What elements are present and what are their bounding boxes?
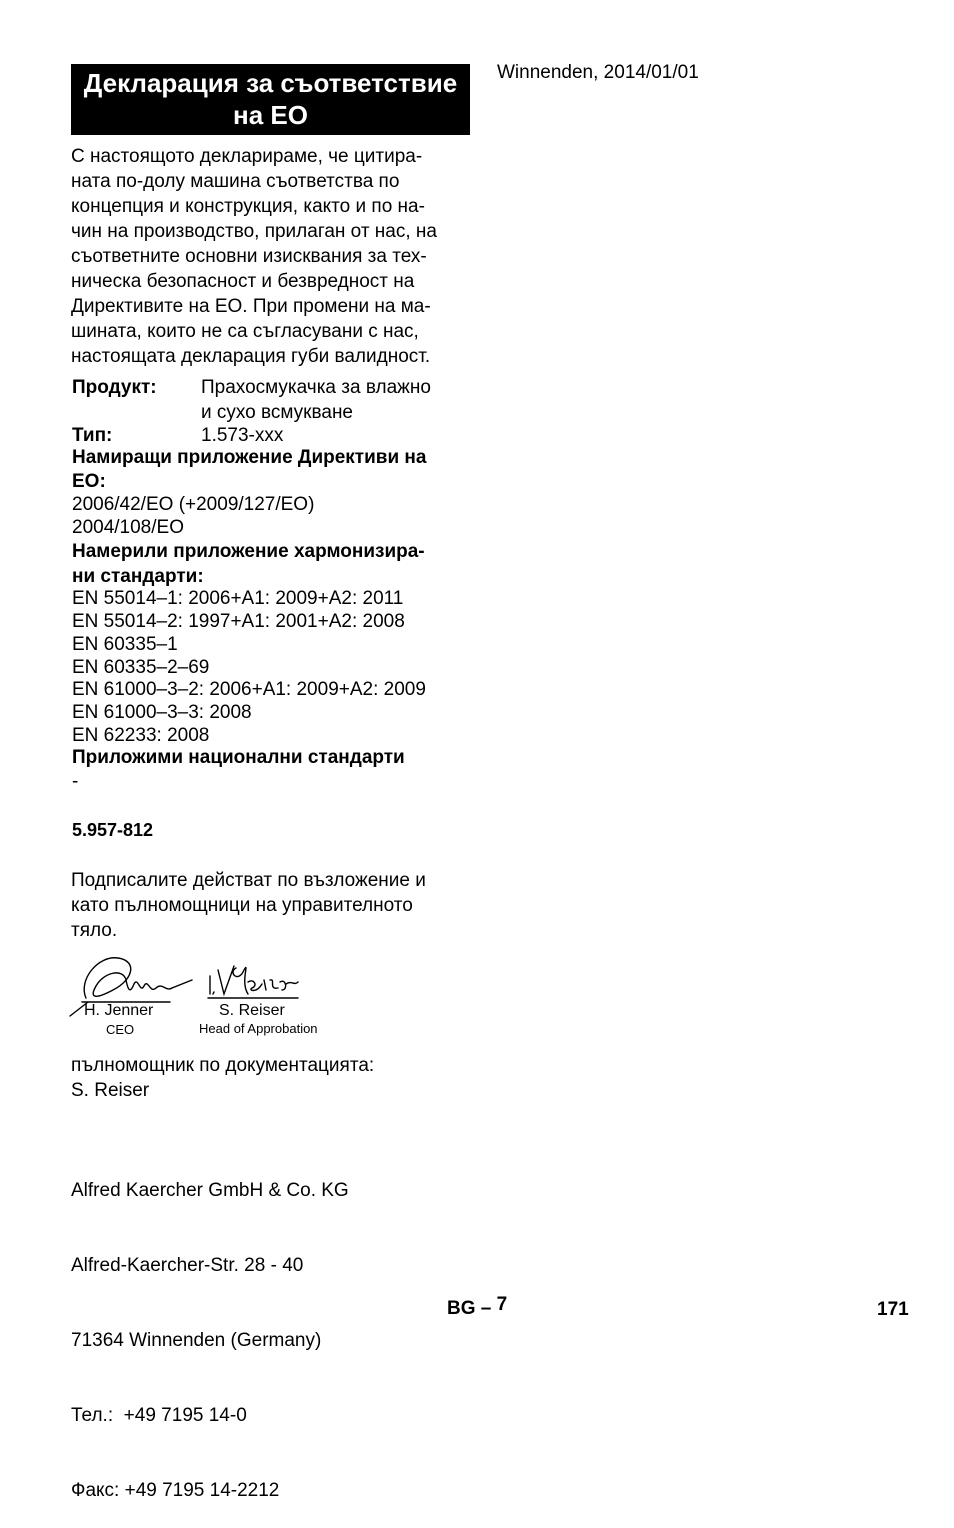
- standards-heading-line2: ни стандарти:: [72, 566, 204, 587]
- intro-line: шината, които не са съгласувани с нас,: [71, 321, 419, 342]
- standard-item: EN 55014–2: 1997+A1: 2001+A2: 2008: [72, 611, 405, 632]
- standards-heading-line1: Намерили приложение хармонизира-: [72, 541, 425, 562]
- footer-lang: BG: [447, 1298, 476, 1319]
- intro-line: чин на производство, прилаган от нас, на: [71, 221, 437, 242]
- address-line: Alfred-Kaercher-Str. 28 - 40: [71, 1255, 304, 1276]
- authorized-label: пълномощник по документацията:: [71, 1055, 375, 1076]
- address-line: Alfred Kaercher GmbH & Co. KG: [71, 1180, 349, 1201]
- signatories-line: Подписалите действат по възложение и: [71, 870, 426, 891]
- signatory-name-reiser: S. Reiser: [219, 1002, 285, 1019]
- directives-heading-line1: Намиращи приложение Директиви на: [72, 447, 427, 468]
- product-value-line2: и сухо всмукване: [201, 402, 353, 423]
- authorized-name: S. Reiser: [71, 1080, 150, 1101]
- standard-item: EN 61000–3–2: 2006+A1: 2009+A2: 2009: [72, 679, 426, 700]
- intro-line: ната по-долу машина съответства по: [71, 171, 400, 192]
- intro-line: ническа безопасност и безвредност на: [71, 271, 415, 292]
- directive-item: 2006/42/EO (+2009/127/EO): [72, 494, 315, 515]
- directive-item: 2004/108/EO: [72, 517, 184, 538]
- page-title-line1: Декларация за съответствие: [83, 68, 458, 98]
- address-line: Факс: +49 7195 14-2212: [71, 1480, 280, 1501]
- intro-line: Директивите на ЕО. При промени на ма-: [71, 296, 431, 317]
- standard-item: EN 60335–1: [72, 634, 178, 655]
- national-standards-value: -: [72, 771, 79, 792]
- address-line: Тел.: +49 7195 14-0: [71, 1405, 247, 1426]
- intro-line: концепция и конструкция, както и по на-: [71, 196, 425, 217]
- intro-line: С настоящото декларираме, че цитира-: [71, 146, 423, 167]
- address-line: 71364 Winnenden (Germany): [71, 1330, 322, 1351]
- intro-line: настоящата декларация губи валидност.: [71, 346, 431, 367]
- signatory-role-reiser: Head of Approbation: [199, 1021, 318, 1036]
- jenner-signature: [84, 958, 192, 998]
- reiser-signature: [210, 966, 298, 994]
- page-title: [71, 64, 470, 135]
- page-number: 171: [877, 1299, 909, 1320]
- address-block: [71, 1128, 349, 1528]
- standard-item: EN 61000–3–3: 2008: [72, 702, 252, 723]
- type-label: Тип:: [72, 425, 113, 446]
- standard-item: EN 62233: 2008: [72, 725, 210, 746]
- intro-line: съответните основни изисквания за тех-: [71, 246, 427, 267]
- signatories-line: като пълномощници на управителното: [71, 895, 413, 916]
- standard-item: EN 60335–2–69: [72, 657, 210, 678]
- intro-paragraph: [71, 144, 437, 369]
- type-value: 1.573-xxx: [201, 425, 284, 446]
- signatory-role-jenner: CEO: [106, 1022, 135, 1037]
- product-label: Продукт:: [72, 377, 157, 398]
- signatory-name-jenner: H. Jenner: [84, 1002, 154, 1019]
- document-number: 5.957-812: [72, 820, 154, 840]
- signatories-line: тяло.: [71, 920, 118, 941]
- national-standards-heading: Приложими национални стандарти: [72, 747, 405, 768]
- footer-language-page: [447, 1294, 508, 1320]
- signatories-paragraph: [71, 868, 426, 943]
- footer-dash: –: [480, 1298, 492, 1319]
- page-title-line2: на ЕО: [233, 100, 308, 130]
- directives-heading-line2: ЕО:: [72, 471, 106, 492]
- authorized-block: [71, 1053, 374, 1103]
- footer-page-in-lang: 7: [496, 1294, 508, 1315]
- standard-item: EN 55014–1: 2006+A1: 2009+A2: 2011: [72, 588, 404, 609]
- date-place: Winnenden, 2014/01/01: [497, 62, 699, 83]
- product-value-line1: Прахосмукачка за влажно: [201, 377, 431, 398]
